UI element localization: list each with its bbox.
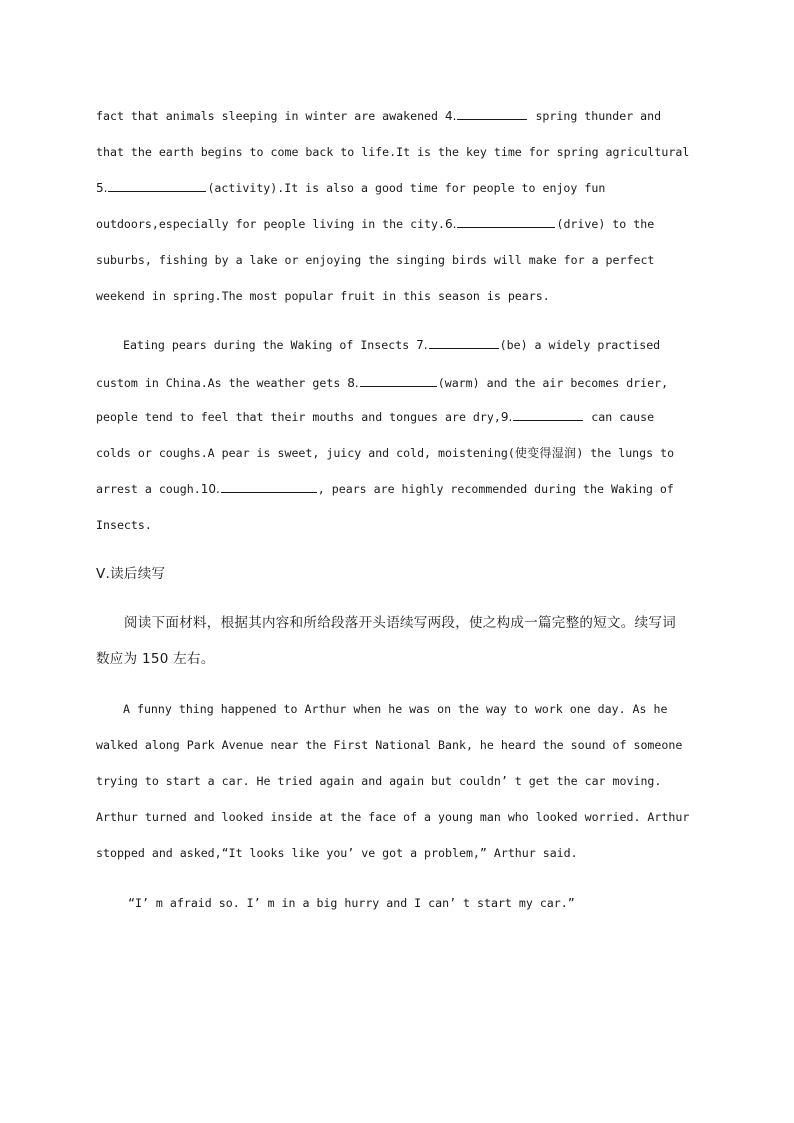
blank-number: 9. bbox=[500, 410, 513, 424]
chinese-gloss: 使变得湿润 bbox=[514, 446, 577, 460]
text-run: arrest a cough. bbox=[96, 482, 201, 496]
text-run: ) the lungs to bbox=[576, 446, 675, 460]
answer-blank[interactable] bbox=[457, 216, 555, 228]
text-run: (activity).It is also a good time for people to enjoy fun bbox=[207, 181, 606, 195]
answer-blank[interactable] bbox=[429, 337, 499, 349]
passage-line bbox=[96, 375, 668, 391]
blank-number: 6. bbox=[445, 217, 457, 231]
text-run: (be) a widely practised bbox=[499, 338, 661, 352]
passage-line bbox=[96, 445, 674, 461]
passage-line bbox=[96, 108, 661, 124]
passage-line: that the earth begins to come back to life.It is the key time for spring agricultural bbox=[96, 145, 690, 159]
answer-blank[interactable] bbox=[513, 409, 583, 421]
blank-number: 7. bbox=[416, 338, 428, 352]
story-line: walked along Park Avenue near the First National Bank, he heard the sound of someone bbox=[96, 738, 683, 752]
text-run: , pears are highly recommended during the Waking of bbox=[317, 482, 674, 496]
text-run: can cause bbox=[584, 410, 655, 424]
instruction-line: 阅读下面材料，根据其内容和所给段落开头语续写两段，使之构成一篇完整的短文。续写词 bbox=[124, 615, 676, 631]
story-line: A funny thing happened to Arthur when he was on the way to work one day. As he bbox=[123, 702, 668, 716]
text-run: spring thunder and bbox=[528, 109, 662, 123]
text-run: Eating pears during the Waking of Insects bbox=[123, 338, 417, 352]
text-run: custom in China.As the weather gets bbox=[96, 376, 348, 390]
passage-line bbox=[96, 216, 654, 232]
answer-blank[interactable] bbox=[221, 481, 317, 493]
answer-blank[interactable] bbox=[457, 108, 527, 120]
story-line: Arthur turned and looked inside at the face of a young man who looked worried. Arthur bbox=[96, 810, 690, 824]
passage-line bbox=[96, 481, 674, 497]
passage-line: Insects. bbox=[96, 518, 152, 532]
story-line: “I’ m afraid so. I’ m in a big hurry and I can’ t start my car.” bbox=[128, 896, 575, 910]
blank-number: 5. bbox=[96, 181, 108, 195]
story-line: stopped and asked,“It looks like you’ ve got a problem,” Arthur said. bbox=[96, 846, 578, 860]
text-run: colds or coughs.A pear is sweet, juicy and cold, moistening( bbox=[96, 446, 515, 460]
passage-line: suburbs, fishing by a lake or enjoying the singing birds will make for a perfect bbox=[96, 253, 655, 267]
text-run: (drive) to the bbox=[556, 217, 655, 231]
answer-blank[interactable] bbox=[360, 375, 437, 387]
instruction-line: 数应为 150 左右。 bbox=[96, 651, 215, 667]
text-run: fact that animals sleeping in winter are awakened bbox=[96, 109, 446, 123]
text-run: people tend to feel that their mouths and tongues are dry, bbox=[96, 410, 501, 424]
passage-line bbox=[96, 409, 654, 425]
passage-line bbox=[123, 337, 660, 353]
blank-number: 8. bbox=[347, 376, 359, 390]
passage-line bbox=[96, 180, 605, 196]
section-title: Ⅴ.读后续写 bbox=[96, 566, 166, 582]
text-run: (warm) and the air becomes drier, bbox=[437, 376, 669, 390]
answer-blank[interactable] bbox=[108, 180, 206, 192]
passage-line: weekend in spring.The most popular fruit in this season is pears. bbox=[96, 289, 550, 303]
blank-number: 4. bbox=[445, 109, 457, 123]
text-run: outdoors,especially for people living in the city. bbox=[96, 217, 446, 231]
blank-number: 10. bbox=[200, 482, 220, 496]
story-line: trying to start a car. He tried again and again but couldn’ t get the car moving. bbox=[96, 774, 662, 788]
